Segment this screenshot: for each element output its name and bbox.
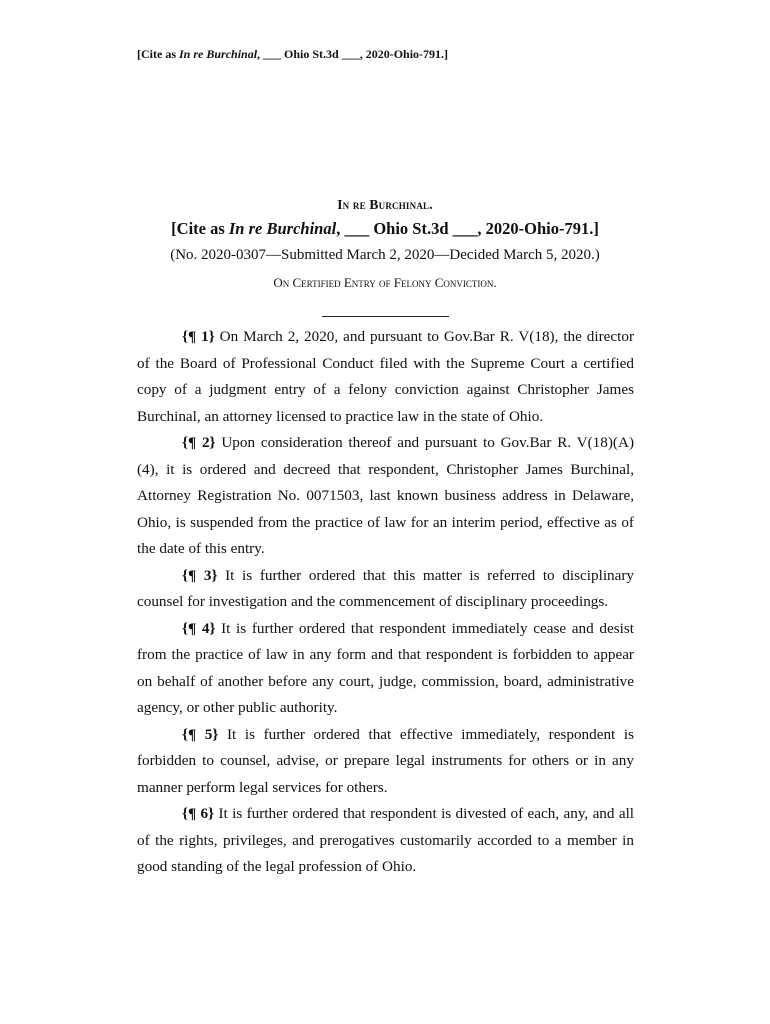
- paragraph-text: On March 2, 2020, and pursuant to Gov.Bar R. V(18), the director of the Board of Professional Conduct filed with the Supreme Court a certified copy of a judgment entry of a felony conviction against Christopher James Burchinal, an attorney licensed to practice law in the state of Ohio.: [137, 328, 635, 425]
- header-cite-prefix: [Cite as: [137, 47, 179, 61]
- paragraph-text: Upon consideration thereof and pursuant to Gov.Bar R. V(18)(A)(4), it is ordered and decreed that respondent, Christopher James Burchinal, Attorney Registration No. 0071503, last known business address in Delaware, Ohio, is suspended from the practice of law for an interim period, effective as of the date of this entry.: [137, 434, 635, 557]
- paragraph-number: {¶ 1}: [182, 328, 215, 345]
- paragraph-text: It is further ordered that this matter is referred to disciplinary counsel for investigation and the commencement of disciplinary proceedings.: [137, 566, 635, 610]
- cite-case-name: In re Burchinal: [228, 219, 337, 238]
- proceeding-type: On Certified Entry of Felony Conviction.: [273, 275, 497, 290]
- paragraph: [137, 616, 634, 722]
- paragraph: [137, 430, 634, 563]
- paragraph-text: It is further ordered that respondent immediately cease and desist from the practice of law in any form and that respondent is forbidden to appear on behalf of another before any court, judge, commission, board, administrative agency, or other public authority.: [137, 619, 634, 716]
- cite-prefix: [Cite as: [171, 219, 229, 238]
- header-cite-suffix: , ___ Ohio St.3d ___, 2020-Ohio-791.]: [257, 47, 449, 61]
- opinion-body: [137, 324, 634, 881]
- paragraph-number: {¶ 4}: [182, 619, 216, 637]
- paragraph-number: {¶ 5}: [182, 725, 219, 743]
- caption-divider: [322, 316, 449, 317]
- header-cite-case-name: In re Burchinal: [179, 47, 258, 61]
- docket-line: (No. 2020-0307—Submitted March 2, 2020—Decided March 5, 2020.): [170, 247, 600, 263]
- paragraph-number: {¶ 3}: [182, 566, 218, 584]
- paragraph: [137, 801, 634, 881]
- running-header-citation: [137, 47, 448, 62]
- paragraph: [137, 563, 634, 616]
- paragraph-number: {¶ 6}: [182, 805, 215, 822]
- cite-suffix: , ___ Ohio St.3d ___, 2020-Ohio-791.]: [336, 219, 599, 238]
- paragraph-number: {¶ 2}: [182, 434, 216, 451]
- paragraph: [137, 722, 634, 802]
- paragraph-text: It is further ordered that respondent is divested of each, any, and all of the rights, privileges, and prerogatives customarily accorded to a member in good standing of the legal profession of Ohio.: [137, 805, 635, 875]
- case-citation: [0, 219, 770, 239]
- case-title: In re Burchinal.: [337, 197, 433, 212]
- paragraph-text: It is further ordered that effective immediately, respondent is forbidden to counsel, advise, or prepare legal instruments for others or in any manner perform legal services for others.: [137, 725, 635, 796]
- paragraph: [137, 324, 634, 430]
